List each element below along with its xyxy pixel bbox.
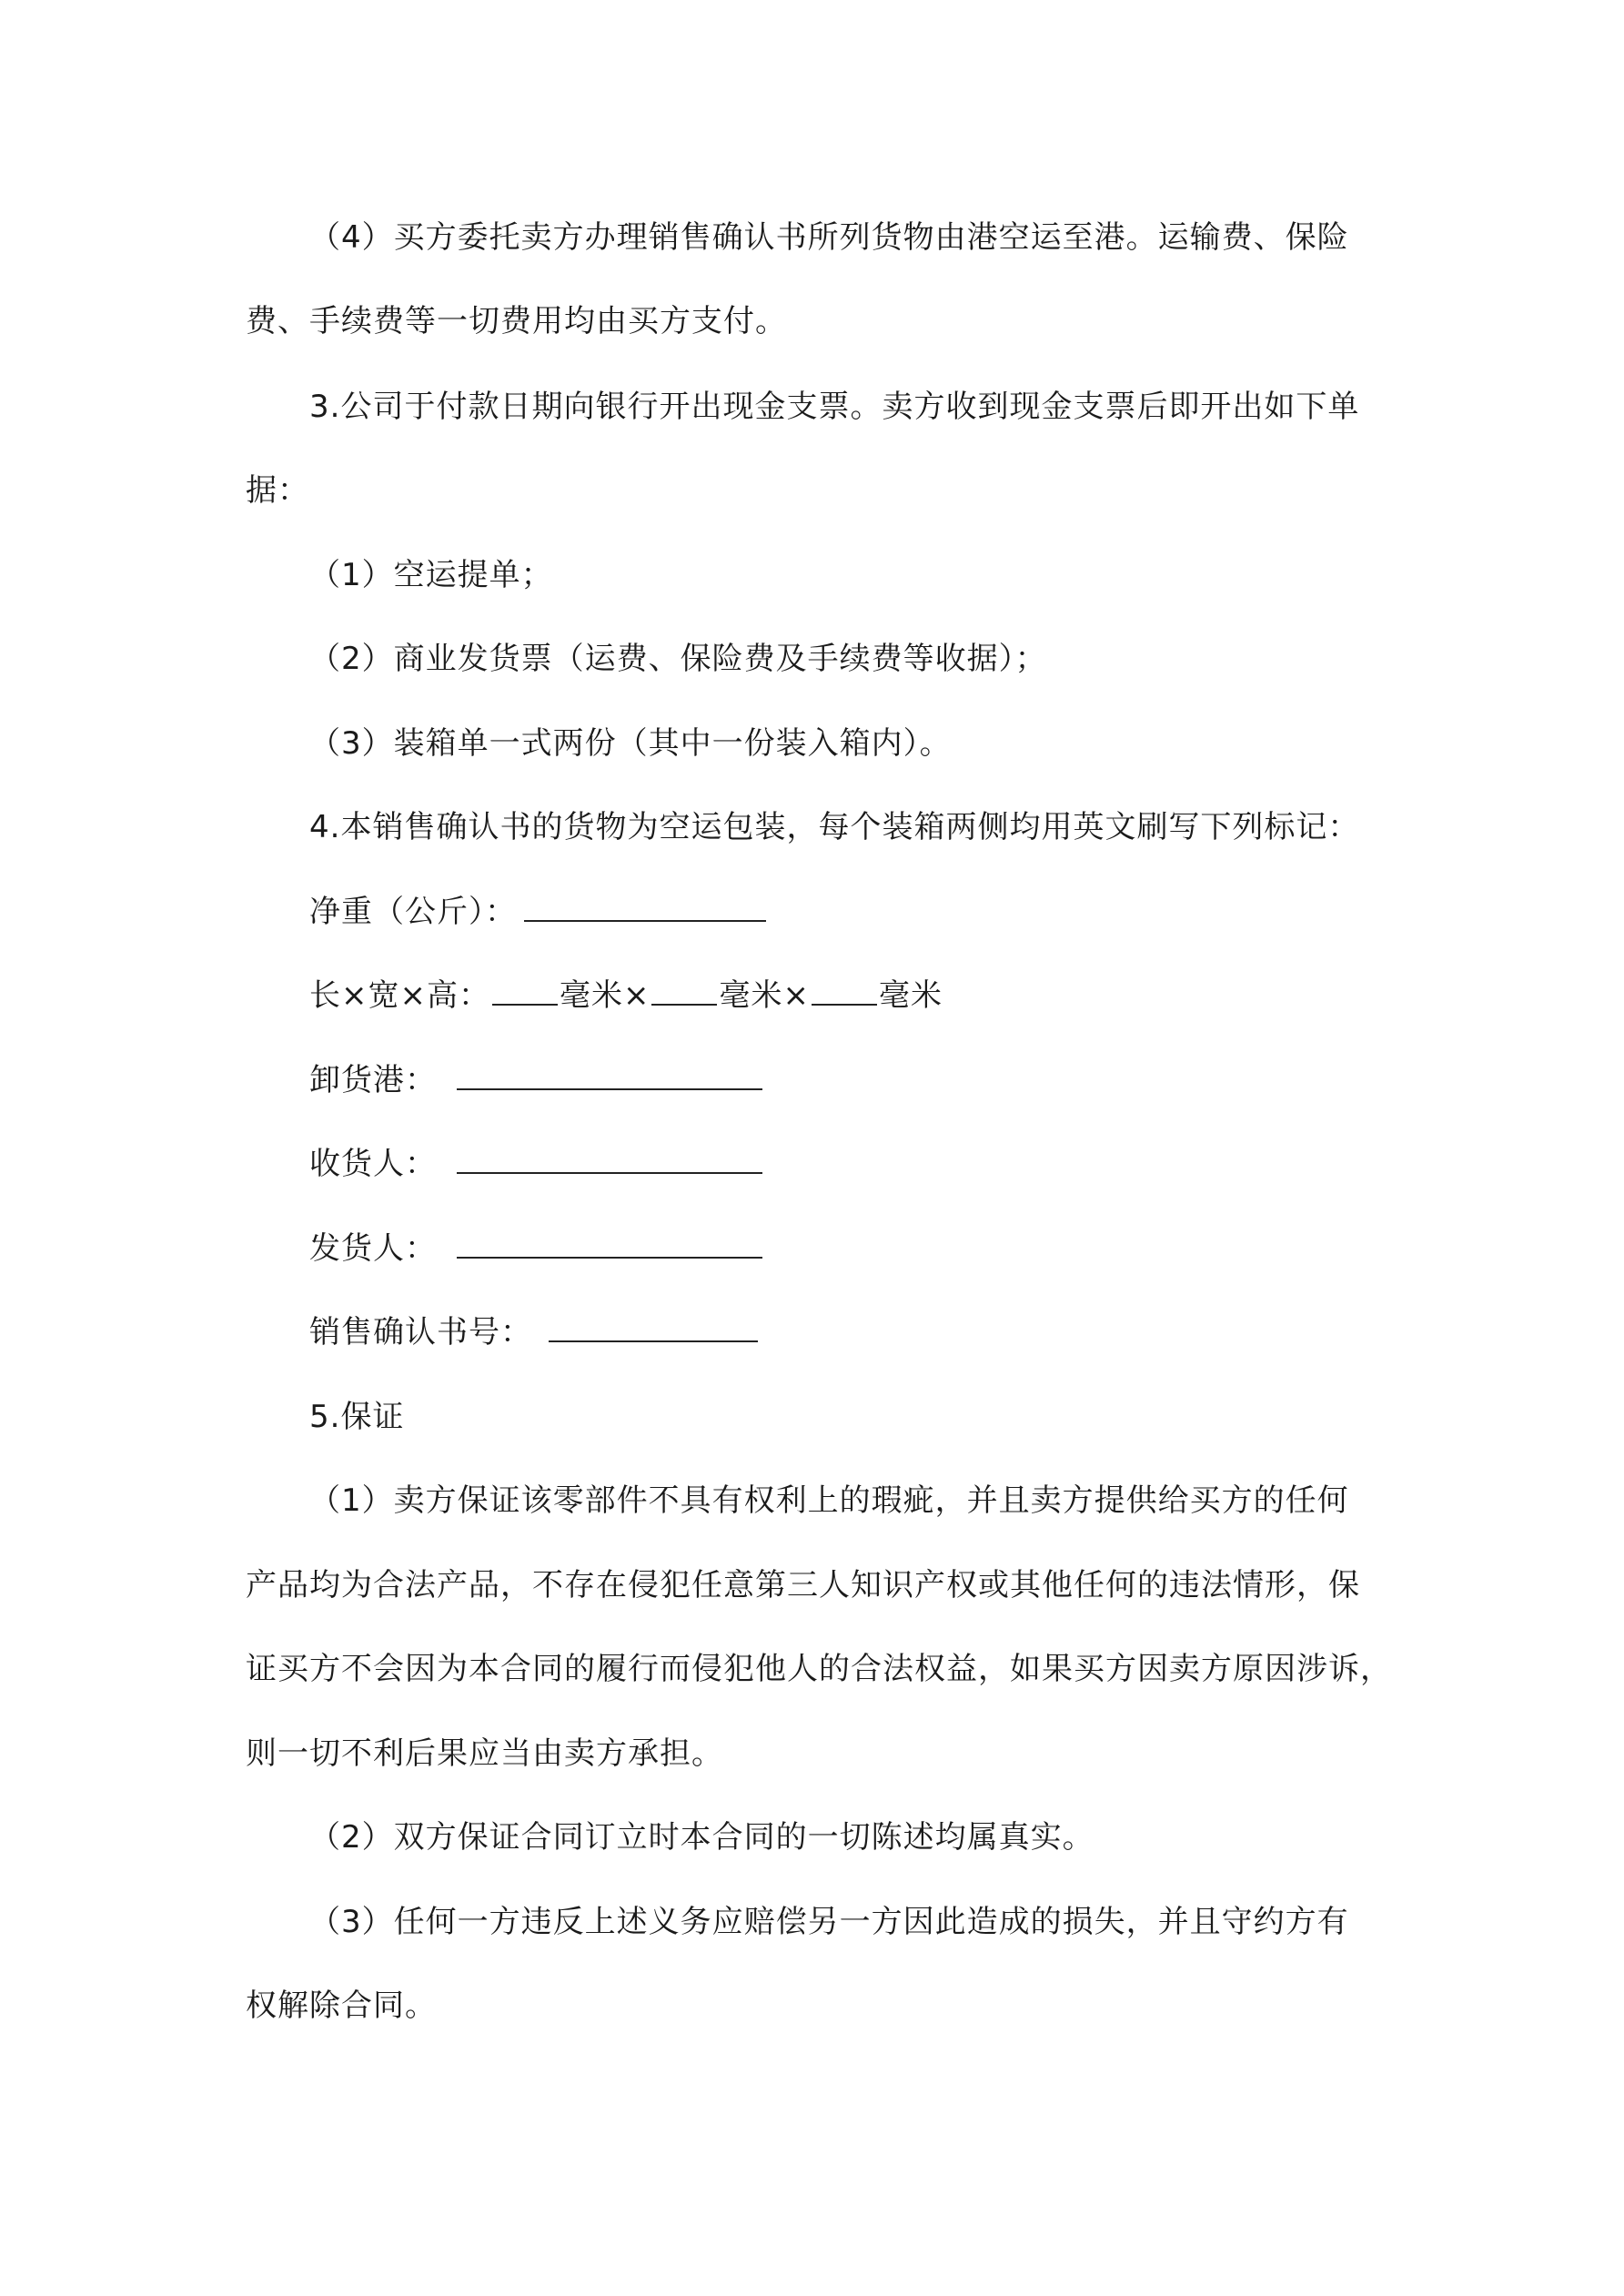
- section-3-item-2: （2）商业发货票（运费、保险费及手续费等收据）；: [309, 641, 1047, 677]
- section-3-item-3: （3）装箱单一式两份（其中一份装入箱内）。: [309, 725, 952, 762]
- confirmation-number-field: [309, 1311, 758, 1353]
- consignee-field: [309, 1143, 762, 1185]
- section-3-line-1: 3.公司于付款日期向银行开出现金支票。卖方收到现金支票后即开出如下单: [309, 389, 1360, 425]
- section-4-line-1: 4.本销售确认书的货物为空运包装，每个装箱两侧均用英文刷写下列标记：: [309, 809, 1360, 845]
- confirmation-number-label: 销售确认书号：: [309, 1314, 532, 1350]
- dimensions-field: [309, 975, 943, 1017]
- net-weight-blank[interactable]: [524, 893, 766, 922]
- dim-unit-1: 毫米×: [559, 977, 651, 1014]
- consignee-label: 收货人：: [309, 1146, 437, 1182]
- paragraph-4-line-1: （4）买方委托卖方办理销售确认书所列货物由港空运至港。运输费、保险: [309, 219, 1349, 256]
- port-label: 卸货港：: [309, 1062, 437, 1098]
- port-field: [309, 1059, 762, 1101]
- section-5-item-2: （2）双方保证合同订立时本合同的一切陈述均属真实。: [309, 1819, 1094, 1856]
- length-blank[interactable]: [492, 976, 558, 1006]
- dim-unit-3: 毫米: [878, 977, 943, 1014]
- shipper-label: 发货人：: [309, 1230, 437, 1267]
- section-5-item-1-line-3: 证买方不会因为本合同的履行而侵犯他人的合法权益，如果买方因卖方原因涉诉，: [246, 1651, 1392, 1687]
- net-weight-field: [309, 891, 766, 933]
- shipper-blank[interactable]: [457, 1229, 762, 1259]
- section-5-item-3-line-2: 权解除合同。: [246, 1988, 437, 2024]
- consignee-blank[interactable]: [457, 1145, 762, 1174]
- section-3-item-1: （1）空运提单；: [309, 557, 553, 593]
- section-5-heading: 5.保证: [309, 1399, 405, 1435]
- width-blank[interactable]: [651, 976, 717, 1006]
- section-5-item-1-line-1: （1）卖方保证该零部件不具有权利上的瑕疵，并且卖方提供给买方的任何: [309, 1482, 1349, 1519]
- port-blank[interactable]: [457, 1061, 762, 1090]
- section-5-item-1-line-2: 产品均为合法产品，不存在侵犯任意第三人知识产权或其他任何的违法情形，保: [246, 1567, 1360, 1603]
- paragraph-4-line-2: 费、手续费等一切费用均由买方支付。: [246, 303, 787, 339]
- section-3-line-2: 据：: [246, 472, 309, 509]
- dim-unit-2: 毫米×: [719, 977, 810, 1014]
- dimensions-label: 长×宽×高：: [309, 977, 490, 1014]
- section-5-item-1-line-4: 则一切不利后果应当由卖方承担。: [246, 1735, 723, 1772]
- height-blank[interactable]: [812, 976, 877, 1006]
- confirmation-number-blank[interactable]: [549, 1313, 758, 1342]
- net-weight-label: 净重（公斤）：: [309, 894, 517, 930]
- section-5-item-3-line-1: （3）任何一方违反上述义务应赔偿另一方因此造成的损失，并且守约方有: [309, 1904, 1349, 1940]
- shipper-field: [309, 1228, 762, 1269]
